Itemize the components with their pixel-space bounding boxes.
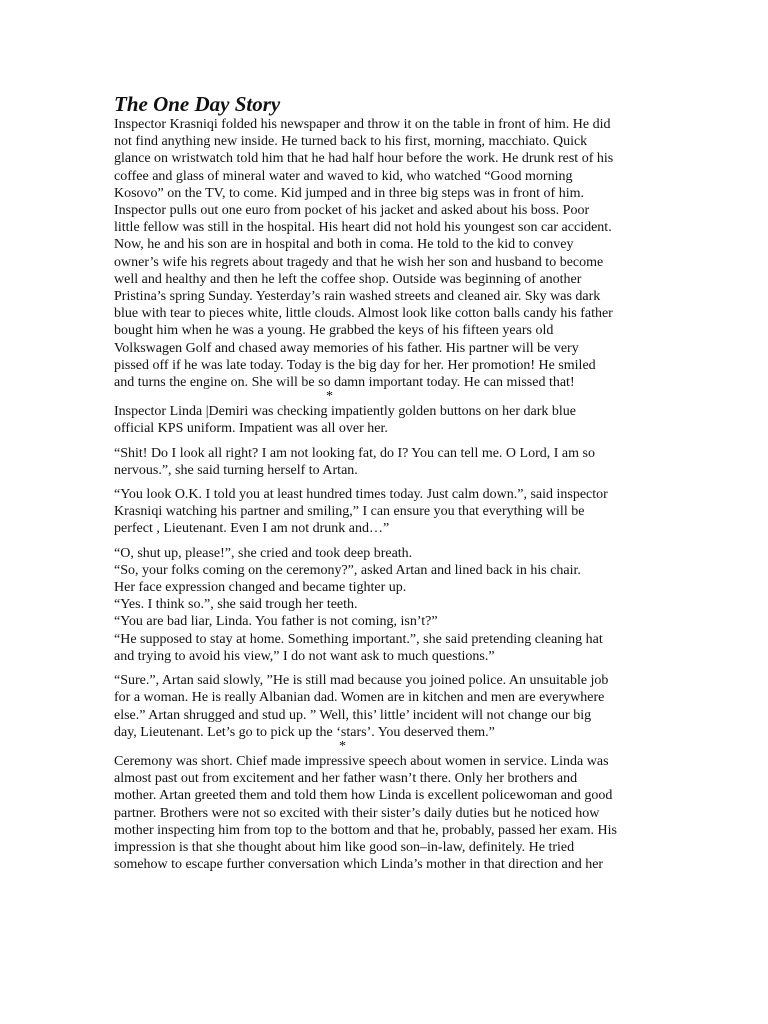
text-line: pissed off if he was late today. Today is the big day for her. Her promotion! He smiled [114, 357, 596, 373]
text-line: partner. Brothers were not so excited with their sister’s daily duties but he noticed how [114, 805, 600, 821]
section-separator-1: * [326, 389, 333, 405]
text-line: “Sure.”, Artan said slowly, ”He is still mad because you joined police. An unsuitable job [114, 673, 609, 689]
text-line: perfect , Lieutenant. Even I am not drunk and…” [114, 521, 390, 537]
text-line: Pristina’s spring Sunday. Yesterday’s rain washed streets and cleaned air. Sky was dark [114, 289, 601, 305]
text-line: mother inspecting him from top to the bottom and that he, probably, passed her exam. His [114, 822, 617, 838]
text-line: owner’s wife his regrets about tragedy and that he wish her son and husband to become [114, 254, 604, 270]
text-line: “He supposed to stay at home. Something important.”, she said pretending cleaning hat [114, 631, 603, 647]
paragraph-4 [114, 486, 654, 538]
text-line: well and healthy and then he left the coffee shop. Outside was beginning of another [114, 271, 582, 287]
text-line: almost past out from excitement and her father wasn’t there. Only her brothers and [114, 771, 578, 787]
text-line: “Shit! Do I look all right? I am not looking fat, do I? You can tell me. O Lord, I am so [114, 445, 595, 461]
text-line: impression is that she thought about him like good son–in-law, definitely. He tried [114, 839, 575, 855]
text-line: Inspector Linda |Demiri was checking impatiently golden buttons on her dark blue [114, 404, 576, 420]
text-line: little fellow was still in the hospital. His heart did not hold his youngest son car accident. [114, 220, 612, 236]
paragraph-1 [114, 116, 654, 391]
text-line: “You look O.K. I told you at least hundred times today. Just calm down.”, said inspector [114, 487, 608, 503]
text-line: coffee and glass of mineral water and waved to kid, who watched “Good morning [114, 168, 573, 184]
paragraph-3 [114, 445, 654, 479]
text-line: “Yes. I think so.”, she said trough her teeth. [114, 597, 358, 613]
text-line: “You are bad liar, Linda. You father is not coming, isn’t?” [114, 614, 438, 630]
paragraph-5 [114, 545, 654, 665]
text-line: not find anything new inside. He turned back to his first, morning, macchiato. Quick [114, 134, 588, 150]
text-line: Krasniqi watching his partner and smiling,” I can ensure you that everything will be [114, 504, 585, 520]
text-line: mother. Artan greeted them and told them how Linda is excellent policewoman and good [114, 788, 613, 804]
text-line: Volkswagen Golf and chased away memories of his father. His partner will be very [114, 340, 579, 356]
text-line: Inspector Krasniqi folded his newspaper and throw it on the table in front of him. He did [114, 117, 611, 132]
document-title: The One Day Story [114, 92, 281, 116]
text-line: blue with tear to pieces white, little clouds. Almost look like cotton balls candy his father [114, 306, 613, 322]
text-line: and trying to avoid his view,” I do not want ask to much questions.” [114, 648, 495, 664]
text-line: Inspector pulls out one euro from pocket of his jacket and asked about his boss. Poor [114, 203, 590, 219]
section-separator-2: * [339, 738, 346, 754]
text-line: Now, he and his son are in hospital and both in coma. He told to the kid to convey [114, 237, 574, 253]
document-page [114, 92, 654, 873]
text-line: glance on wristwatch told him that he had half hour before the work. He drunk rest of his [114, 151, 614, 167]
text-line: official KPS uniform. Impatient was all over her. [114, 421, 388, 437]
paragraph-2 [114, 403, 654, 437]
text-line: “O, shut up, please!”, she cried and took deep breath. [114, 545, 413, 561]
paragraph-6 [114, 672, 654, 741]
paragraph-7 [114, 753, 654, 873]
text-line: Ceremony was short. Chief made impressive speech about women in service. Linda was [114, 753, 609, 769]
text-line: and turns the engine on. She will be so damn important today. He can missed that! [114, 375, 575, 391]
text-line: day, Lieutenant. Let’s go to pick up the ‘stars’. You deserved them.” [114, 724, 495, 740]
text-line: somehow to escape further conversation which Linda’s mother in that direction and her [114, 857, 604, 873]
text-line: “So, your folks coming on the ceremony?”, asked Artan and lined back in his chair. [114, 562, 581, 578]
text-line: for a woman. He is really Albanian dad. Women are in kitchen and men are everywhere [114, 690, 605, 706]
text-line: Kosovo” on the TV, to come. Kid jumped and in three big steps was in front of him. [114, 185, 584, 201]
text-line: else.” Artan shrugged and stud up. ” Well, this’ little’ incident will not change our big [114, 707, 592, 723]
text-line: Her face expression changed and became tighter up. [114, 580, 407, 596]
text-line: nervous.”, she said turning herself to Artan. [114, 462, 358, 478]
text-line: bought him when he was a young. He grabbed the keys of his fifteen years old [114, 323, 554, 339]
